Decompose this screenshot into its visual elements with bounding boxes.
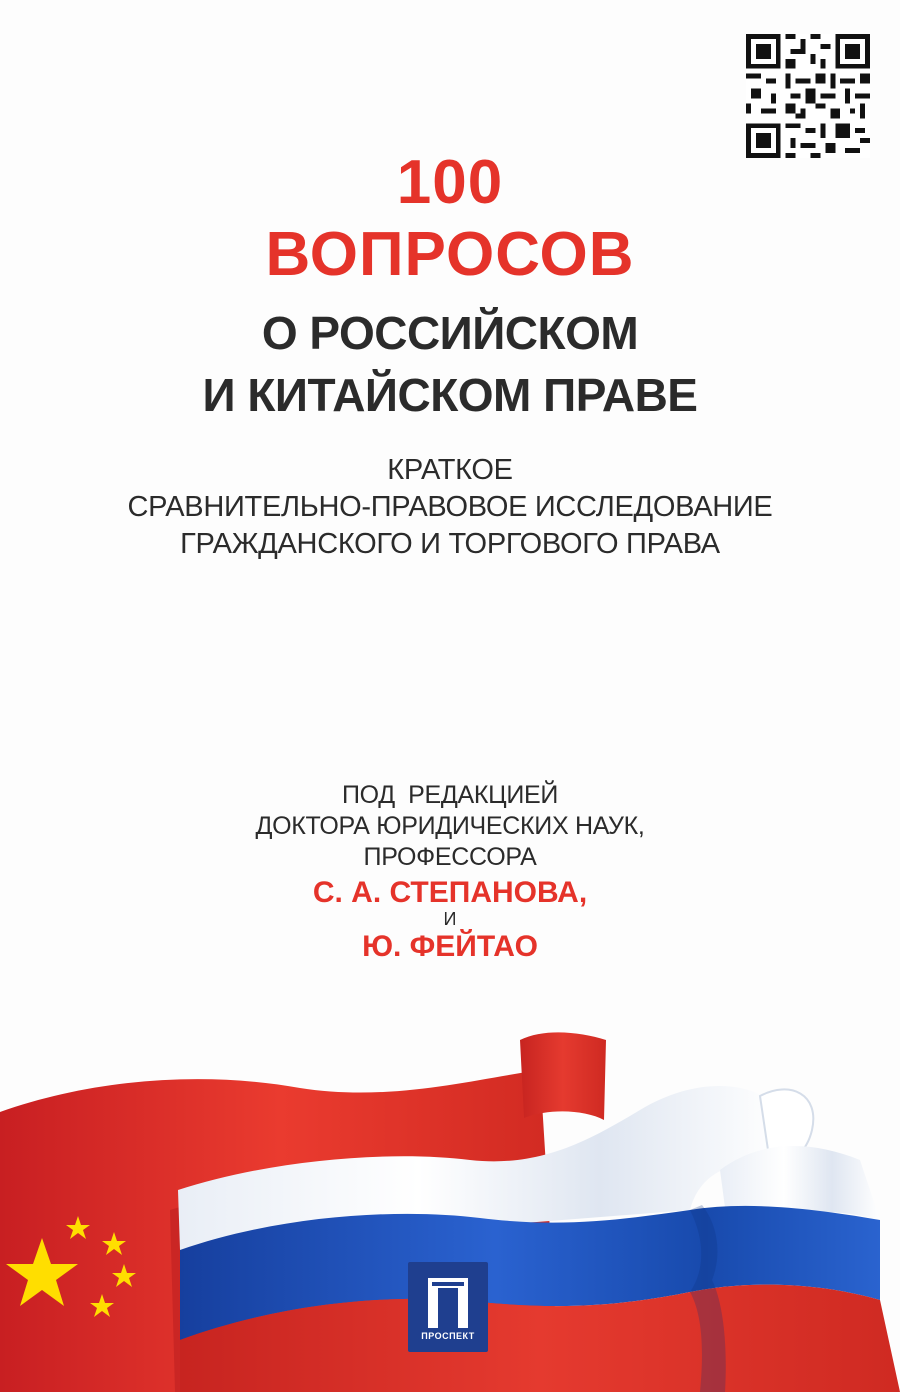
qr-code-icon <box>746 34 870 158</box>
editor-name-2: Ю. ФЕЙТАО <box>362 930 538 963</box>
title-line-3: И КИТАЙСКОМ ПРАВЕ <box>202 369 698 421</box>
editors-line-1: ПОД РЕДАКЦИЕЙ <box>341 781 559 809</box>
title-block <box>0 148 900 426</box>
editors-line-2: ДОКТОРА ЮРИДИЧЕСКИХ НАУК, <box>255 812 645 840</box>
subtitle-line-2: СРАВНИТЕЛЬНО-ПРАВОВОЕ ИССЛЕДОВАНИЕ <box>127 491 773 523</box>
editors-block <box>0 780 900 965</box>
subtitle-line-1: КРАТКОЕ <box>387 454 513 486</box>
subtitle-line-3: ГРАЖДАНСКОГО И ТОРГОВОГО ПРАВА <box>180 528 720 560</box>
title-word: ВОПРОСОВ <box>265 220 635 289</box>
title-number: 100 <box>396 148 504 217</box>
publisher-logo-text: ПРОСПЕКТ <box>421 1331 475 1341</box>
title-line-2: О РОССИЙСКОМ <box>261 307 639 359</box>
subtitle-block <box>0 452 900 563</box>
editors-line-3: ПРОФЕССОРА <box>363 843 537 871</box>
editor-name-1: С. А. СТЕПАНОВА, <box>312 876 588 909</box>
editors-conjunction: И <box>443 909 457 929</box>
